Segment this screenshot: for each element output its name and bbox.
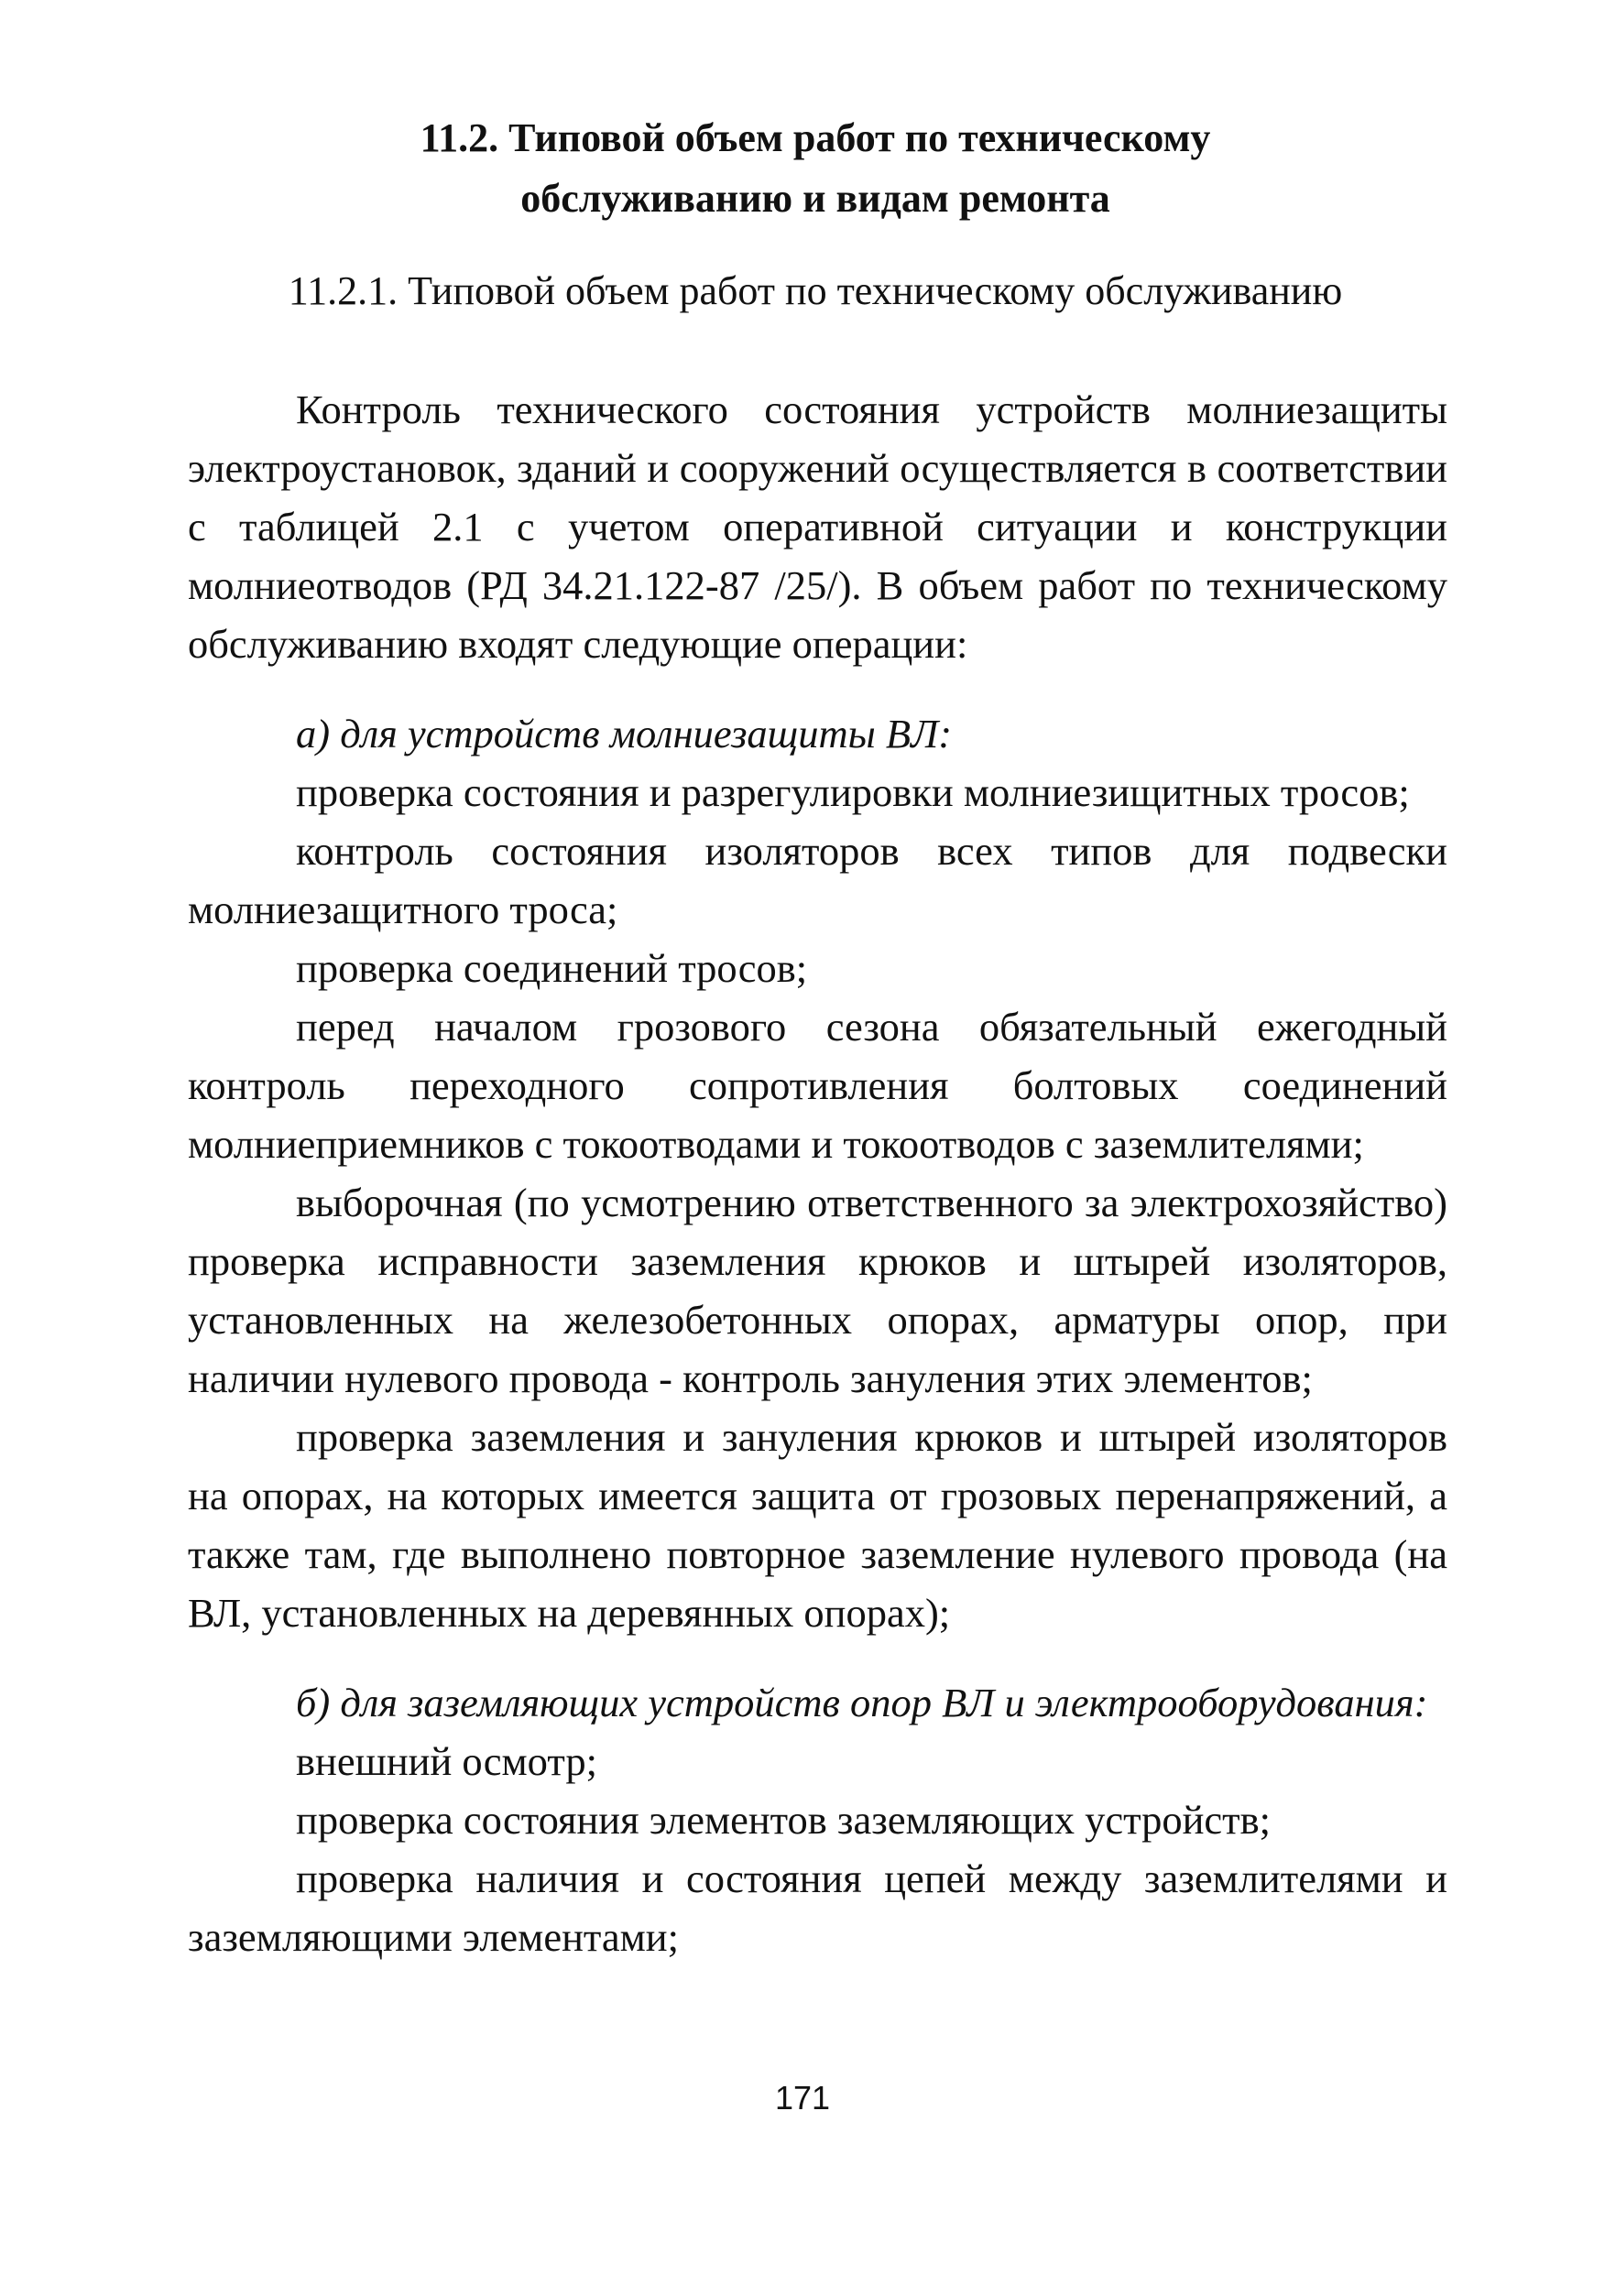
group-b-item: проверка наличия и состояния цепей между заземлителями и заземляющими элементами;	[188, 1855, 1447, 1960]
group-b-item: проверка состояния элементов заземляющих устройств;	[296, 1797, 1272, 1843]
section-title	[183, 108, 1447, 229]
group-a-item: проверка соединений тросов;	[296, 945, 808, 991]
section-title-line-2: обслуживанию и видам ремонта	[520, 176, 1110, 221]
body-text	[188, 380, 1447, 1966]
intro-paragraph: Контроль технического состояния устройств молниезащиты электроустановок, зданий и сооружений осуществляется в соответствии с таблицей 2.1 с учетом оперативной ситуации и конструкции молниеотводов (РД 34.21.122-87 /25/). В объем работ по техническому обслуживанию входят следующие операции:	[188, 386, 1447, 667]
group-a-item: проверка состояния и разрегулировки молниезищитных тросов;	[296, 769, 1410, 815]
group-b-item: внешний осмотр;	[296, 1738, 597, 1784]
group-a-heading: а) для устройств молниезащиты ВЛ:	[296, 711, 953, 756]
group-a-item: проверка заземления и зануления крюков и штырей изоляторов на опорах, на которых имеется защита от грозовых перенапряжений, а также там, где выполнено повторное заземление нулевого провода (на ВЛ, установленных на деревянных опорах);	[188, 1414, 1447, 1636]
group-a-item: перед началом грозового сезона обязательный ежегодный контроль переходного сопротивления болтовых соединений молниеприемников с токоотводами и токоотводов с заземлителями;	[188, 1004, 1447, 1167]
subsection-title: 11.2.1. Типовой объем работ по техническому обслуживанию	[288, 268, 1343, 313]
section-title-line-1: 11.2. Типовой объем работ по техническому	[420, 115, 1211, 160]
page-number: 171	[774, 2079, 831, 2116]
group-b-heading: б) для заземляющих устройств опор ВЛ и электрооборудования:	[296, 1680, 1428, 1725]
group-a-item: выборочная (по усмотрению ответственного за электрохозяйство) проверка исправности заземления крюков и штырей изоляторов, установленных на железобетонных опорах, арматуры опор, при наличии нулевого провода - контроль зануления этих элементов;	[188, 1180, 1447, 1401]
group-a-item: контроль состояния изоляторов всех типов для подвески молниезащитного троса;	[188, 828, 1447, 932]
